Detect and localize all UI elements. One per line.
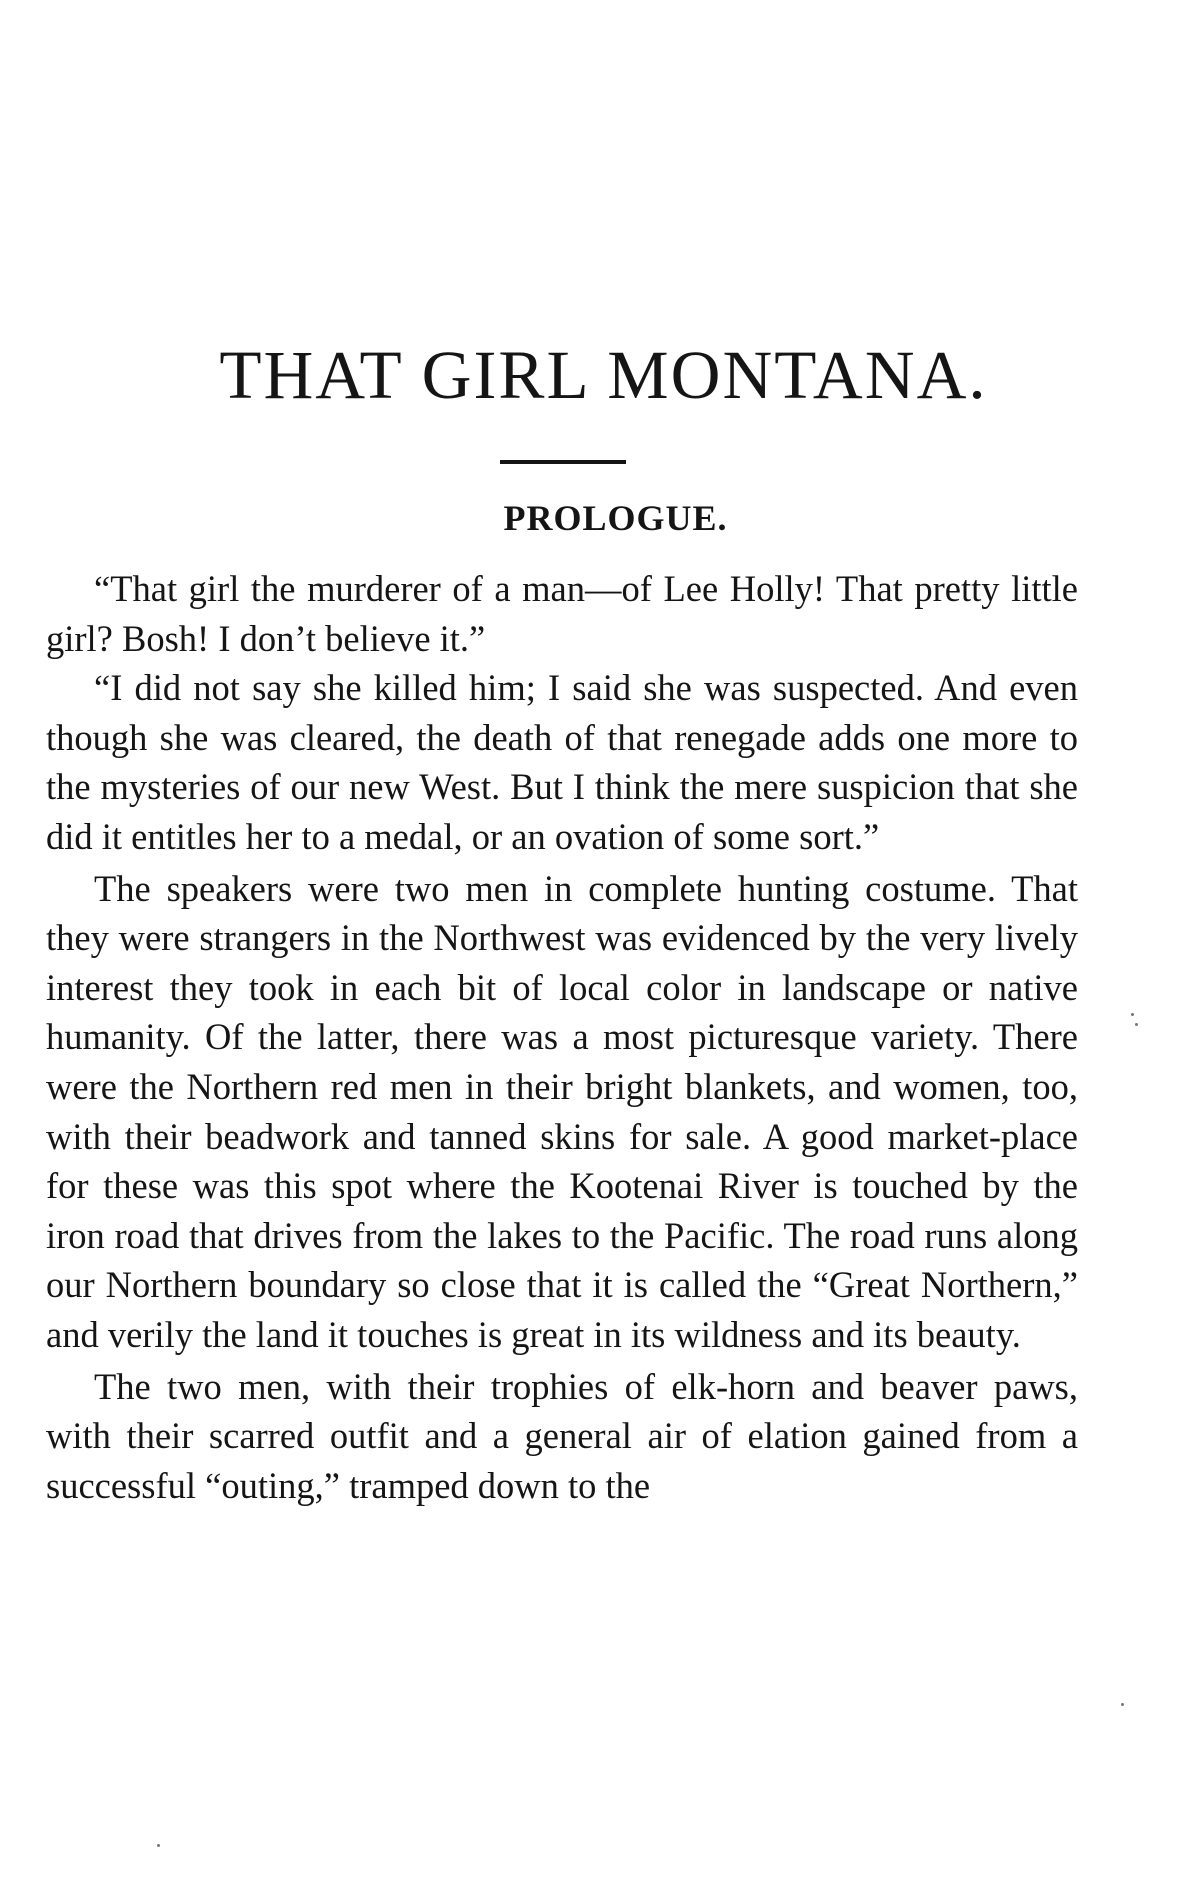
scan-speck [157,1844,160,1847]
prologue-heading: PROLOGUE. [503,498,728,538]
paragraph-4: The two men, with their trophies of elk-horn and beaver paws, with their scarred outfit and a general air of elation gained from a successful “outing,” tramped down to the [46,1365,1078,1506]
title-divider-rule [500,460,626,464]
scan-speck [1131,1013,1134,1016]
body-text [46,564,1078,1510]
paragraph-2: “I did not say she killed him; I said she was suspected. And even though she was cleared, the death of that renegade adds one more to the mysteries of our new West. But I think the mere suspicion that she did it entitles her to a medal, or an ovation of some sort.” [46,667,1078,857]
scan-speck [1121,1703,1124,1706]
scan-speck [1135,1023,1138,1026]
paragraph-3: The speakers were two men in complete hunting costume. That they were strangers in the Northwest was evidenced by the very lively interest they took in each bit of local color in landscape or native humanity. Of the latter, there was a most picturesque variety. There were the Northern red men in their bright blankets, and women, too, with their beadwork and tanned skins for sale. A good market-place for these was this spot where the Kootenai River is touched by the iron road that drives from the lakes to the Pacific. The road runs along our Northern boundary so close that it is called the “Great Northern,” and verily the land it touches is great in its wildness and its beauty. [46,867,1078,1355]
paragraph-1: “That girl the murderer of a man—of Lee Holly! That pretty little girl? Bosh! I don’t believe it.” [46,568,1078,659]
book-title: THAT GIRL MONTANA. [219,337,988,413]
